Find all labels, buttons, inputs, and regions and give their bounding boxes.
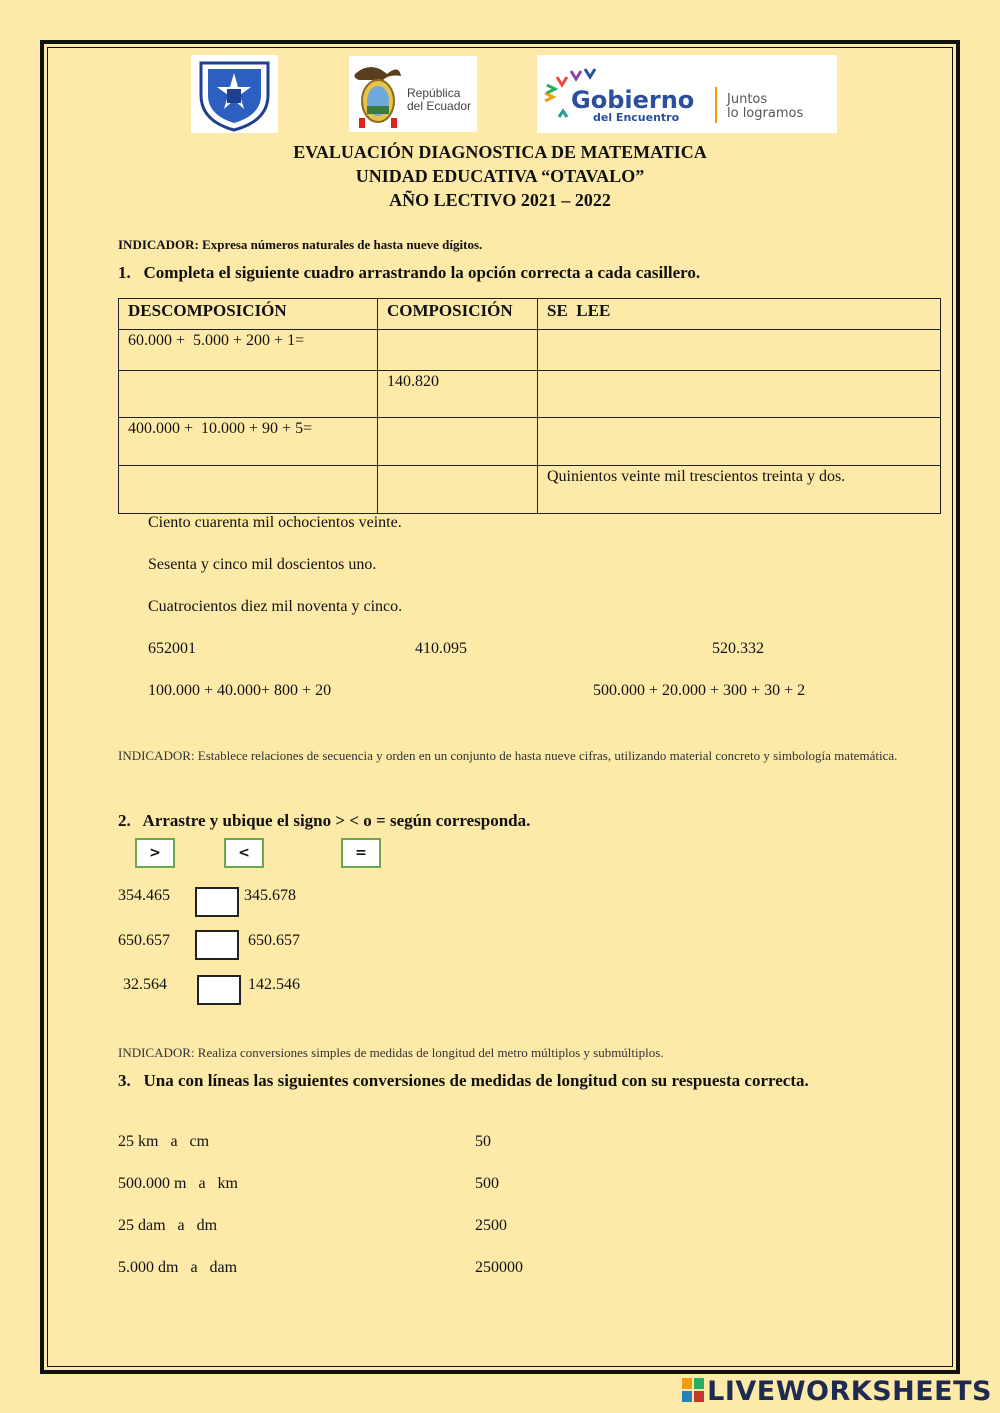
table-cell: 140.820	[378, 371, 538, 418]
comparison-right: 142.546	[248, 976, 300, 993]
title-year: AÑO LECTIVO 2021 – 2022	[389, 190, 611, 210]
svg-text:República: República	[407, 86, 461, 100]
svg-text:Gobierno: Gobierno	[571, 86, 695, 114]
indicator-2: INDICADOR: Establece relaciones de secuencia y orden en un conjunto de hasta nueve cifras, utilizando material concreto y simbología matemática.	[118, 748, 898, 763]
drag-option[interactable]: 500.000 + 20.000 + 300 + 30 + 2	[593, 682, 806, 699]
drop-cell[interactable]	[119, 466, 378, 514]
title-evaluation: EVALUACIÓN DIAGNOSTICA DE MATEMATICA	[293, 142, 707, 162]
liveworksheets-icon	[682, 1378, 704, 1409]
svg-text:lo logramos: lo logramos	[727, 106, 804, 121]
composition-table	[118, 298, 941, 514]
comparison-left: 650.657	[118, 932, 170, 949]
drop-cell[interactable]	[378, 418, 538, 466]
answer-item[interactable]: 2500	[475, 1217, 507, 1234]
table-header-row	[119, 299, 941, 330]
svg-text:Juntos: Juntos	[727, 92, 768, 107]
comparison-right: 650.657	[248, 932, 300, 949]
liveworksheets-text: LIVEWORKSHEETS	[707, 1376, 992, 1407]
sign-drop-box[interactable]	[195, 930, 239, 960]
comparison-left: 354.465	[118, 887, 170, 904]
question-3: 3. Una con líneas las siguientes conversiones de medidas de longitud con su respuesta correcta.	[118, 1071, 809, 1090]
sign-equal-button[interactable]: =	[341, 838, 381, 868]
table-cell: 400.000 + 10.000 + 90 + 5=	[119, 418, 378, 466]
drag-option[interactable]: Cuatrocientos diez mil noventa y cinco.	[148, 598, 403, 615]
gobierno-encuentro-logo	[537, 55, 837, 133]
conversion-item[interactable]: 25 km a cm	[118, 1133, 210, 1150]
answer-item[interactable]: 50	[475, 1133, 491, 1150]
republica-ecuador-logo	[349, 56, 477, 132]
conversion-item[interactable]: 25 dam a dm	[118, 1217, 218, 1234]
question-1: 1. Completa el siguiente cuadro arrastrando la opción correcta a cada casillero.	[118, 263, 701, 282]
header-composicion: COMPOSICIÓN	[378, 299, 538, 330]
drop-cell[interactable]	[538, 371, 941, 418]
school-crest-logo	[191, 55, 278, 133]
drop-cell[interactable]	[538, 330, 941, 371]
sign-drop-box[interactable]	[197, 975, 241, 1005]
comparison-left: 32.564	[123, 976, 167, 993]
indicator-3: INDICADOR: Realiza conversiones simples de medidas de longitud del metro múltiplos y submúltiplos.	[118, 1045, 664, 1060]
drag-option[interactable]: 652001	[148, 640, 196, 657]
svg-text:del Ecuador: del Ecuador	[407, 99, 472, 113]
drag-option[interactable]: 410.095	[415, 640, 467, 657]
sign-greater-button[interactable]: >	[135, 838, 175, 868]
sign-drop-box[interactable]	[195, 887, 239, 917]
svg-text:del Encuentro: del Encuentro	[593, 111, 680, 124]
drop-cell[interactable]	[538, 418, 941, 466]
header-descomposicion: DESCOMPOSICIÓN	[119, 299, 378, 330]
table-row	[119, 418, 941, 466]
drag-option[interactable]: Ciento cuarenta mil ochocientos veinte.	[148, 514, 402, 531]
answer-item[interactable]: 250000	[475, 1259, 523, 1276]
table-row	[119, 371, 941, 418]
answer-item[interactable]: 500	[475, 1175, 499, 1192]
conversion-item[interactable]: 500.000 m a km	[118, 1175, 238, 1192]
table-row	[119, 466, 941, 514]
drop-cell[interactable]	[378, 466, 538, 514]
liveworksheets-brand	[682, 1376, 992, 1409]
question-2: 2. Arrastre y ubique el signo > < o = según corresponda.	[118, 811, 531, 830]
drag-option[interactable]: 520.332	[712, 640, 764, 657]
drag-option[interactable]: Sesenta y cinco mil doscientos uno.	[148, 556, 377, 573]
drop-cell[interactable]	[119, 371, 378, 418]
conversion-item[interactable]: 5.000 dm a dam	[118, 1259, 238, 1276]
drop-cell[interactable]	[378, 330, 538, 371]
table-cell: Quinientos veinte mil trescientos treinta y dos.	[538, 466, 941, 514]
indicator-1: INDICADOR: Expresa números naturales de hasta nueve dígitos.	[118, 237, 483, 252]
table-cell: 60.000 + 5.000 + 200 + 1=	[119, 330, 378, 371]
sign-less-button[interactable]: <	[224, 838, 264, 868]
table-row	[119, 330, 941, 371]
title-school: UNIDAD EDUCATIVA “OTAVALO”	[355, 166, 645, 186]
header-se-lee: SE LEE	[538, 299, 941, 330]
comparison-right: 345.678	[244, 887, 296, 904]
drag-option[interactable]: 100.000 + 40.000+ 800 + 20	[148, 682, 332, 699]
